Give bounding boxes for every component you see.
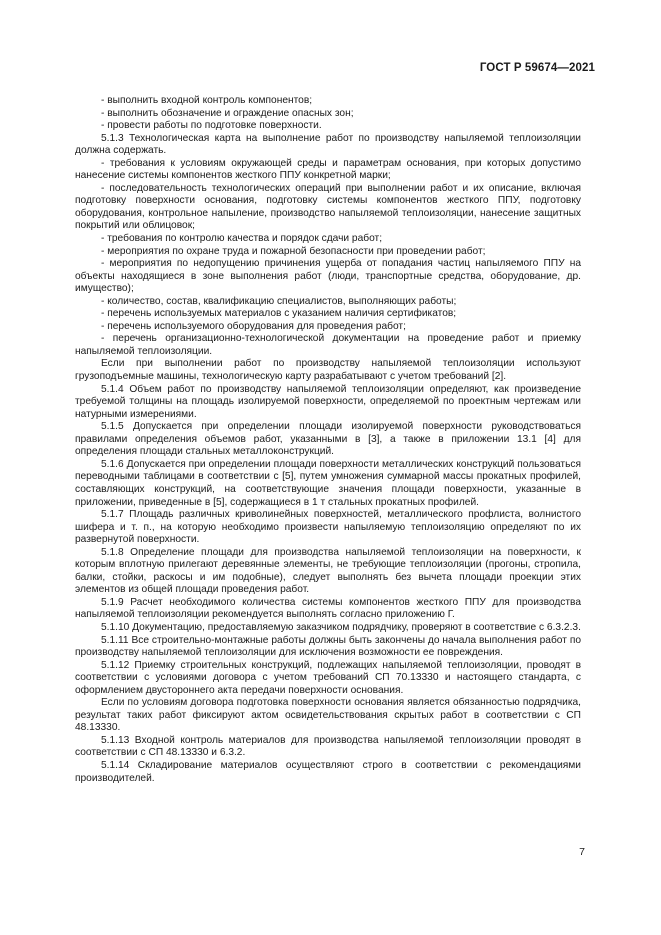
paragraph: - перечень организационно-технологической документации на проведение работ и приемку напыляемой теплоизоляции. <box>75 333 581 357</box>
paragraph: - выполнить обозначение и ограждение опасных зон; <box>101 107 354 119</box>
paragraph: - перечень используемого оборудования для проведения работ; <box>101 320 406 332</box>
paragraph: - выполнить входной контроль компонентов; <box>101 95 313 106</box>
paragraph: 5.1.13 Входной контроль материалов для производства напыляемой теплоизоляции проводят в соответствии с СП 48.13330 и 6.3.2. <box>75 734 581 759</box>
document-body <box>75 95 581 785</box>
paragraph: 5.1.8 Определение площади для производства напыляемой теплоизоляции на поверхности, к которым вплотную прилегают деревянные элементы, не требующие теплоизоляции (прогоны, стропила, балки, стойки, раскосы и им подобные), следует выполнять без вычета площади проекции этих элементов из общей площади проведения работ. <box>75 546 581 596</box>
paragraph: 5.1.3 Технологическая карта на выполнение работ по производству напыляемой теплоизоляции должна содержать. <box>75 132 581 157</box>
paragraph: - провести работы по подготовке поверхности. <box>101 120 322 132</box>
paragraph: 5.1.4 Объем работ по производству напыляемой теплоизоляции определяют, как произведение требуемой толщины на площадь изолируемой поверхности, определяемой по проектным чертежам или натурными измерениями. <box>75 383 581 420</box>
paragraph: Если по условиям договора подготовка поверхности основания является обязанностью подрядчика, результат таких работ фиксируют актом освидетельствования скрытых работ в соответствии с СП 48.13330. <box>75 697 581 734</box>
paragraph: - мероприятия по недопущению причинения ущерба от попадания частиц напыляемого ППУ на объекты находящиеся в зоне выполнения работ (люди, транспортные средства, оборудование, др. имущество); <box>75 258 581 295</box>
paragraph: 5.1.11 Все строительно-монтажные работы должны быть закончены до начала выполнения работ по производству напыляемой теплоизоляции для исключения возможности ее повреждения. <box>75 634 581 659</box>
paragraph: - перечень используемых материалов с указанием наличия сертификатов; <box>101 308 457 320</box>
paragraph: - мероприятия по охране труда и пожарной безопасности при проведении работ; <box>101 245 486 257</box>
page-number: 7 <box>579 846 585 858</box>
document-header-id: ГОСТ Р 59674—2021 <box>479 62 595 74</box>
paragraph: - требования к условиям окружающей среды и параметрам основания, при которых допустимо нанесение системы компонентов жесткого ППУ конкретной марки; <box>75 157 581 182</box>
paragraph: 5.1.5 Допускается при определении площади изолируемой поверхности руководствоваться правилами определения объемов работ, указанными в [3], а также в приложении 13.1 [4] для определения площади стальных металлоконструкций. <box>75 421 581 458</box>
paragraph: 5.1.14 Складирование материалов осуществляют строго в соответствии с рекомендациями производителей. <box>75 759 581 784</box>
paragraph: 5.1.7 Площадь различных криволинейных поверхностей, металлического профлиста, волнистого шифера и т. п., на которую необходимо произвести напыляемую теплоизоляцию определяют по их развернутой поверхности. <box>75 509 581 546</box>
paragraph: 5.1.6 Допускается при определении площади поверхности металлических конструкций пользоваться переводными таблицами в соответствии с [5], путем умножения суммарной массы прокатных профилей, составляющих конструкций, на соответствующие значения площади поверхности, указанные в приложении, приведенные в [5], содержащиеся в 1 т стальных прокатных профилей. <box>75 458 581 508</box>
paragraph: 5.1.10 Документацию, предоставляемую заказчиком подрядчику, проверяют в соответствие с 6.3.2.3. <box>101 621 581 633</box>
paragraph: Если при выполнении работ по производству напыляемой теплоизоляции используют грузоподъемные машины, технологическую карту разрабатывают с учетом требований [2]. <box>75 358 581 383</box>
paragraph: - последовательность технологических операций при выполнении работ и их описание, включая подготовку поверхности основания, подготовку системы компонентов жесткого ППУ, подготовку оборудования, контрольное напыление, производство напыляемой теплоизоляции, нанесение защитных покрытий или облицовок; <box>75 182 581 232</box>
paragraph: - требования по контролю качества и порядок сдачи работ; <box>101 233 383 245</box>
paragraph: - количество, состав, квалификацию специалистов, выполняющих работы; <box>101 295 457 307</box>
paragraph: 5.1.12 Приемку строительных конструкций, подлежащих напыляемой теплоизоляции, проводят в соответствии с условиями договора с учетом требований СП 70.13330 и настоящего стандарта, с оформлением двустороннего акта передачи поверхности основания. <box>75 659 581 696</box>
paragraph: 5.1.9 Расчет необходимого количества системы компонентов жесткого ППУ для производства напыляемой теплоизоляции рекомендуется выполнять согласно приложению Г. <box>75 596 581 621</box>
